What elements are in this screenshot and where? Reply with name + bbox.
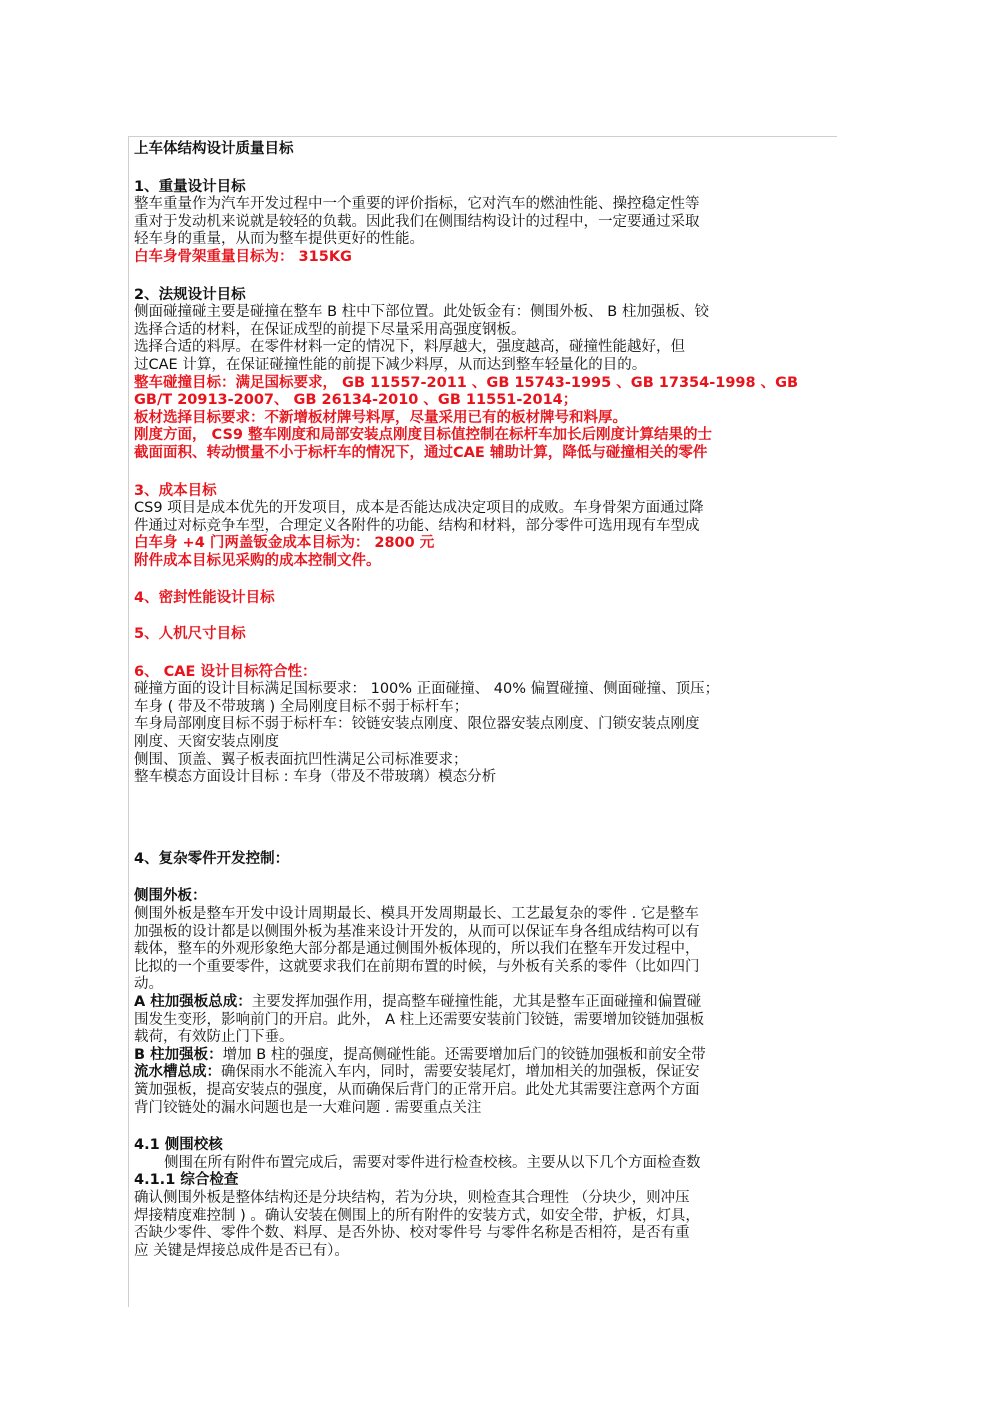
b-pillar-text: 增加 B 柱的强度，提高侧碰性能。还需要增加后门的铰链加强板和前安全带 xyxy=(222,1046,706,1063)
cost-target: 白车身 +4 门两盖钣金成本目标为： 2800 元 xyxy=(134,535,435,552)
document-frame xyxy=(128,136,837,1307)
stiffness-target-cont: 截面面积、转动惯量不小于标杆车的情况下，通过CAE 辅助计算，降低与碰撞相关的零件 xyxy=(134,444,708,461)
gutter-text: 确保雨水不能流入车内，同时，需要安装尾灯，增加相关的加强板，保证安 xyxy=(221,1064,700,1081)
gutter-line xyxy=(134,1064,837,1082)
stiffness-target: 刚度方面， CS9 整车刚度和局部安装点刚度目标值控制在标杆车加长后刚度计算结果的士 xyxy=(134,427,713,444)
paragraph-line: 选择合适的料厚。在零件材料一定的情况下，料厚越大，强度越高，碰撞性能越好，但 xyxy=(134,339,685,356)
paragraph-line: 动。 xyxy=(134,976,163,993)
paragraph-line: 刚度、天窗安装点刚度 xyxy=(134,734,279,751)
section-heading-cost: 3、成本目标 xyxy=(134,482,217,499)
b-pillar-line xyxy=(134,1047,837,1065)
paragraph-line: 焊接精度难控制 ) 。确认安装在侧围上的所有附件的安装方式，如安全带，护板，灯具， xyxy=(134,1207,700,1224)
paragraph-line: 选择合适的材料，在保证成型的前提下尽量采用高强度钢板。 xyxy=(134,321,526,338)
paragraph-line: 载荷，有效防止门下垂。 xyxy=(134,1029,294,1046)
paragraph-line: 背门铰链处的漏水问题也是一大难问题 . 需要重点关注 xyxy=(134,1099,482,1116)
paragraph-line: 侧围外板是整车开发中设计周期最长、模具开发周期最长、工艺最复杂的零件 . 它是整车 xyxy=(134,906,699,922)
section-heading-cae: 6、 CAE 设计目标符合性： xyxy=(134,663,317,680)
paragraph-line: 车身 ( 带及不带玻璃 ) 全局刚度目标不弱于标杆车； xyxy=(134,698,469,715)
weight-target: 白车身骨架重量目标为： 315KG xyxy=(134,248,352,265)
material-target: 板材选择目标要求：不新增板材牌号料厚，尽量采用已有的板材牌号和料厚。 xyxy=(134,409,627,426)
paragraph-line: 应 关键是焊接总成件是否已有）。 xyxy=(134,1242,349,1259)
b-pillar-label: B 柱加强板： xyxy=(134,1046,223,1063)
sub-heading-side-panel: 侧围外板： xyxy=(134,888,207,905)
a-pillar-label: A 柱加强板总成： xyxy=(134,993,252,1010)
paragraph-line: 确认侧围外板是整体结构还是分块结构，若为分块，则检查其合理性 （分块少，则冲压 xyxy=(134,1189,690,1206)
section-heading-ergonomics: 5、人机尺寸目标 xyxy=(134,626,246,643)
a-pillar-line xyxy=(134,994,837,1012)
section-heading-sealing: 4、密封性能设计目标 xyxy=(134,590,275,607)
paragraph-line: 载体，整车的外观形象绝大部分都是通过侧围外板体现的，所以我们在整车开发过程中， xyxy=(134,941,700,958)
paragraph-line: 整车模态方面设计目标 : 车身（带及不带玻璃）模态分析 xyxy=(134,769,497,786)
paragraph-line: 侧面碰撞碰主要是碰撞在整车 B 柱中下部位置。此处钣金有：侧围外板、 B 柱加强板、铰 xyxy=(134,304,709,321)
paragraph-line: 车身局部刚度目标不弱于标杆车：铰链安装点刚度、限位器安装点刚度、门锁安装点刚度 xyxy=(134,716,700,733)
paragraph-line: 整车重量作为汽车开发过程中一个重要的评价指标，它对汽车的燃油性能、操控稳定性等 xyxy=(134,196,700,213)
section-heading-side-check: 4.1 侧围校核 xyxy=(134,1137,223,1154)
paragraph-line: 过CAE 计算，在保证碰撞性能的前提下减少料厚，从而达到整车轻量化的目的。 xyxy=(134,356,647,373)
section-heading-complex-parts: 4、复杂零件开发控制： xyxy=(134,850,290,867)
paragraph-line: 簧加强板，提高安装点的强度，从而确保后背门的正常开启。此处尤其需要注意两个方面 xyxy=(134,1081,700,1098)
paragraph-line: CS9 项目是成本优先的开发项目，成本是否能达成决定项目的成败。车身骨架方面通过降 xyxy=(134,500,704,517)
section-heading-weight: 1、重量设计目标 xyxy=(134,178,246,195)
paragraph-line: 轻车身的重量，从而为整车提供更好的性能。 xyxy=(134,231,424,248)
paragraph-line: 侧围在所有附件布置完成后，需要对零件进行检查校核。主要从以下几个方面检查数 xyxy=(164,1154,701,1171)
paragraph-line: 围发生变形，影响前门的开启。此外， A 柱上还需要安装前门铰链，需要增加铰链加强板 xyxy=(134,1011,705,1028)
gutter-label: 流水槽总成： xyxy=(134,1064,221,1081)
paragraph-line: 重对于发动机来说就是较轻的负载。因此我们在侧围结构设计的过程中，一定要通过采取 xyxy=(134,213,700,230)
paragraph-line: 碰撞方面的设计目标满足国标要求： 100% 正面碰撞、 40% 偏置碰撞、侧面碰撞、顶压； xyxy=(134,681,720,698)
paragraph-line: 否缺少零件、零件个数、料厚、是否外协、校对零件号 与零件名称是否相符，是否有重 xyxy=(134,1225,690,1242)
a-pillar-text: 主要发挥加强作用，提高整车碰撞性能，尤其是整车正面碰撞和偏置碰 xyxy=(251,993,702,1010)
paragraph-line: 加强板的设计都是以侧围外板为基准来设计开发的，从而可以保证车身各组成结构可以有 xyxy=(134,923,700,940)
document-title: 上车体结构设计质量目标 xyxy=(134,141,294,157)
sub-heading-overall-check: 4.1.1 综合检查 xyxy=(134,1172,239,1189)
document-content xyxy=(134,141,837,1260)
cost-target-attachments: 附件成本目标见采购的成本控制文件。 xyxy=(134,552,381,569)
paragraph-line: 侧围、顶盖、翼子板表面抗凹性满足公司标准要求； xyxy=(134,751,468,768)
paragraph-line: 件通过对标竞争车型，合理定义各附件的功能、结构和材料，部分零件可选用现有车型成 xyxy=(134,517,700,534)
paragraph-line: 比拟的一个重要零件，这就要求我们在前期布置的时候，与外板有关系的零件（比如四门 xyxy=(134,958,700,975)
section-heading-regulation: 2、法规设计目标 xyxy=(134,286,246,303)
collision-target-cont: GB/T 20913-2007、 GB 26134-2010 、GB 11551-2014； xyxy=(134,392,578,409)
collision-target: 整车碰撞目标：满足国标要求， GB 11557-2011 、GB 15743-1995 、GB 17354-1998 、GB xyxy=(134,374,799,391)
